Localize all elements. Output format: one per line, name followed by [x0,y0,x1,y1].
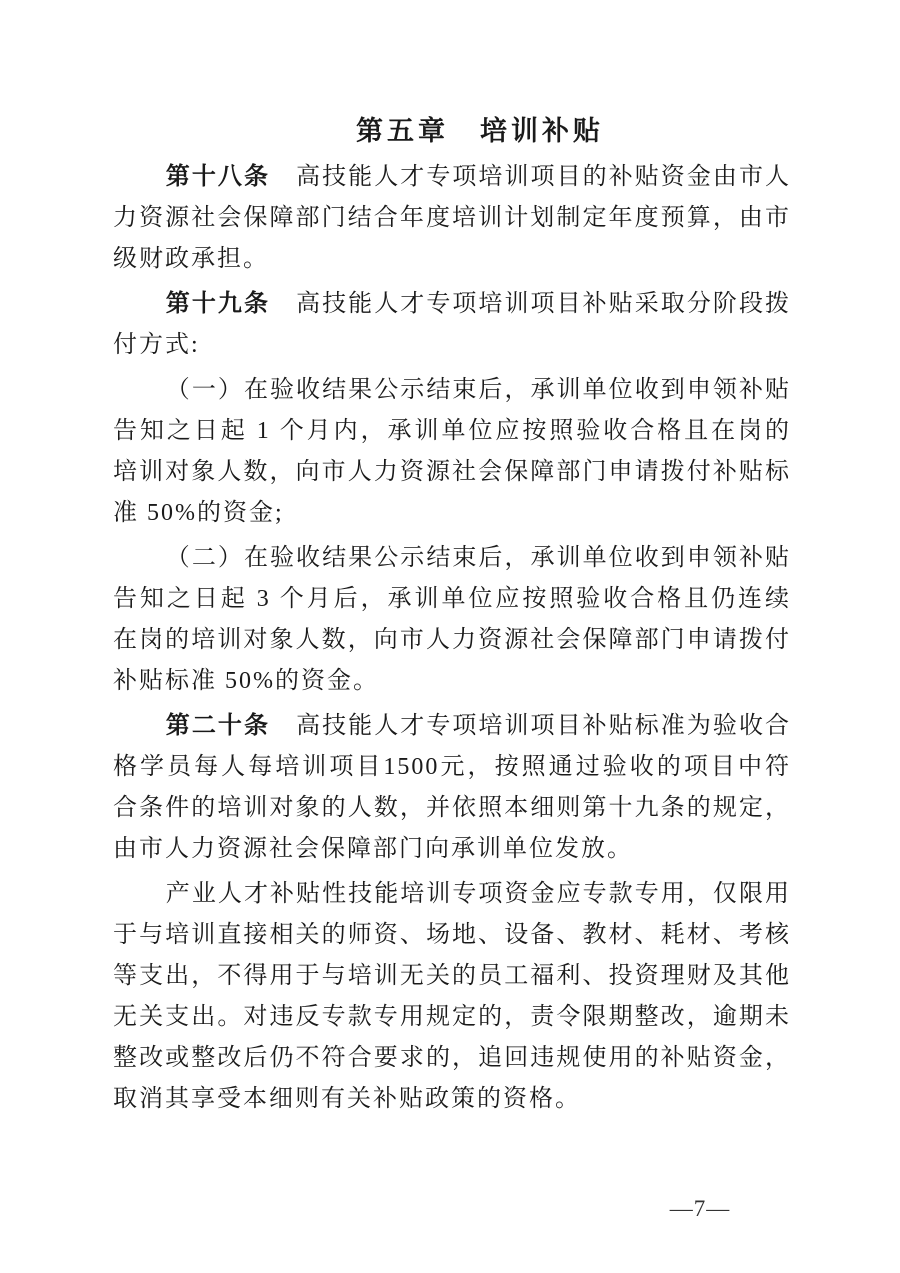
paragraph-text: 产业人才补贴性技能培训专项资金应专款专用，仅限用于与培训直接相关的师资、场地、设备、教材、耗材、考核等支出，不得用于与培训无关的员工福利、投资理财及其他无关支出。对违反专款专用规定的，责令限期整改，逾期未整改或整改后仍不符合要求的，追回违规使用的补贴资金，取消其享受本细则有关补贴政策的资格。 [113,881,791,1112]
paragraph-text: 高技能人才专项培训项目补贴采取分阶段拨付方式: [113,291,792,358]
paragraph [113,874,791,1120]
paragraph [113,284,791,366]
paragraph-lead: 第二十条 [165,713,271,739]
paragraph-lead: 第十八条 [165,164,271,190]
paragraph [113,157,791,280]
paragraph-text: 高技能人才专项培训项目的补贴资金由市人力资源社会保障部门结合年度培训计划制定年度预算，由市级财政承担。 [113,164,792,272]
paragraph [113,538,791,702]
paragraph [113,370,791,534]
document-body [113,157,791,1120]
page-number: —7— [669,1196,731,1221]
chapter-title: 第五章 培训补贴 [356,116,604,146]
paragraph-text: （二）在验收结果公示结束后，承训单位收到申领补贴告知之日起 3 个月后，承训单位应按照验收合格且仍连续在岗的培训对象人数，向市人力资源社会保障部门申请拨付补贴标准 50%的资金。 [113,545,791,694]
paragraph [113,706,791,870]
paragraph-lead: 第十九条 [165,291,271,317]
paragraph-text: 高技能人才专项培训项目补贴标准为验收合格学员每人每培训项目1500元，按照通过验收的项目中符合条件的培训对象的人数，并依照本细则第十九条的规定，由市人力资源社会保障部门向承训单位发放。 [113,713,792,862]
paragraph-text: （一）在验收结果公示结束后，承训单位收到申领补贴告知之日起 1 个月内，承训单位应按照验收合格且在岗的培训对象人数，向市人力资源社会保障部门申请拨付补贴标准 50%的资金; [113,377,791,526]
